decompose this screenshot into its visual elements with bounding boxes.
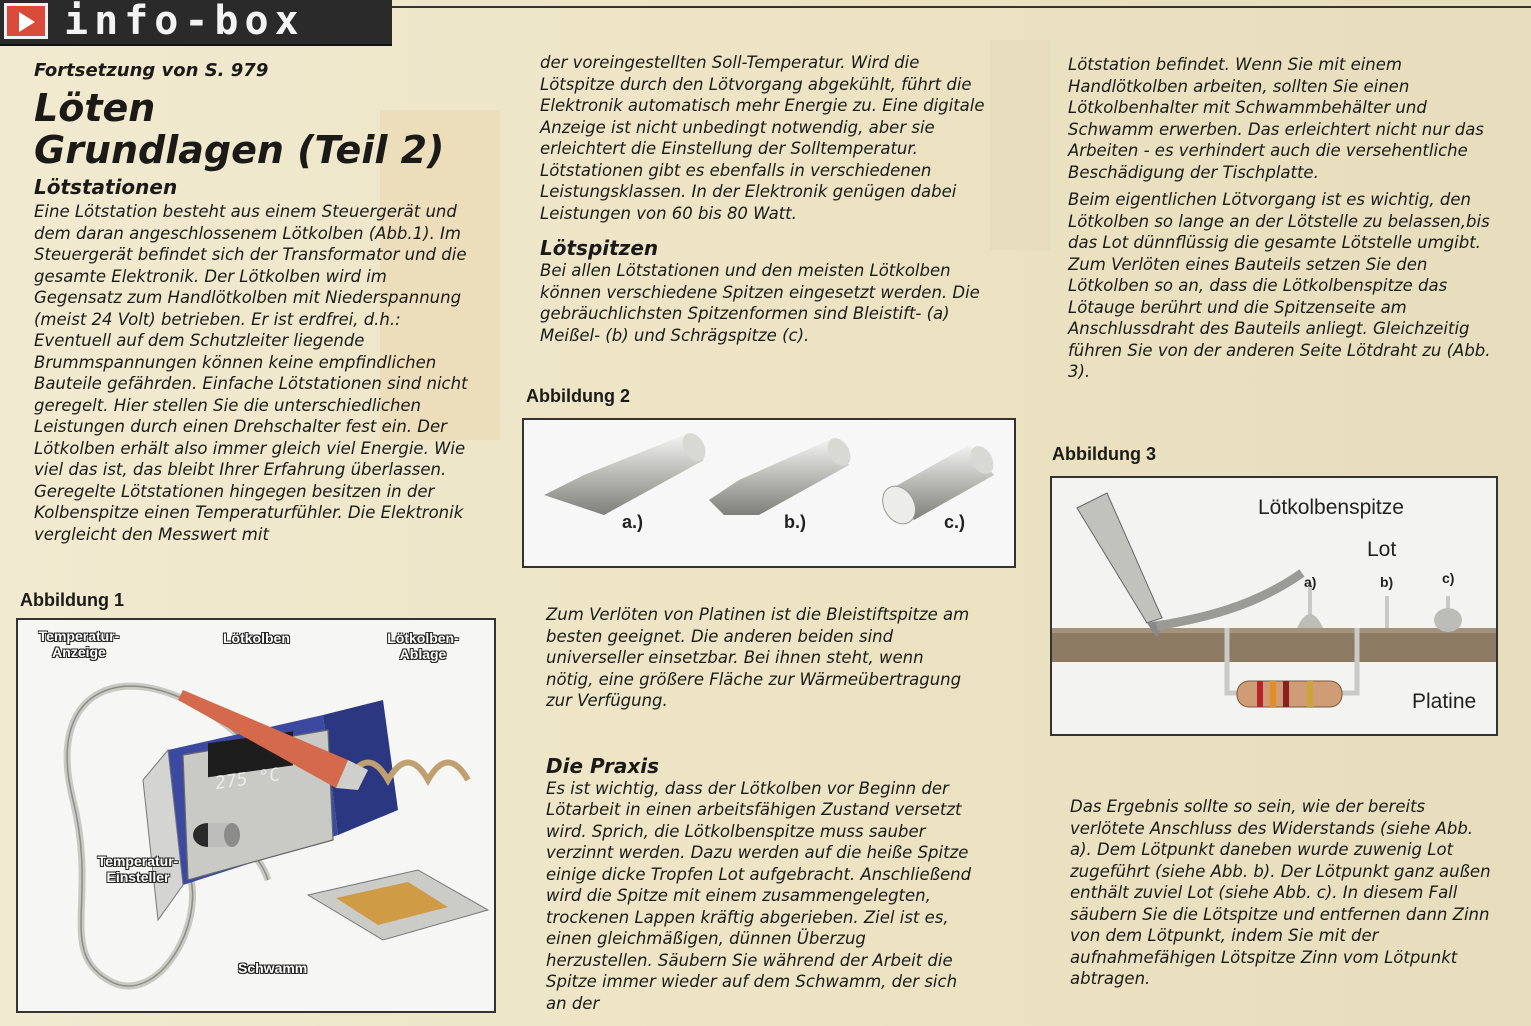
label-iron: Lötkolben (223, 630, 290, 646)
soldering-station-illustration (18, 620, 496, 1013)
label-holder: Lötkolben-Ablage (387, 630, 459, 662)
tip-pencil-icon (544, 429, 710, 515)
section-heading-loetstationen: Lötstationen (34, 175, 178, 199)
column-3-lower (1070, 796, 1500, 990)
article-title-line2: Grundlagen (Teil 2) (34, 128, 445, 172)
info-box-title: info-box (64, 0, 305, 44)
article-title-line1: Löten (34, 86, 156, 130)
tip-label-b: b.) (784, 512, 806, 532)
continuation-note: Fortsetzung von S. 979 (34, 60, 269, 81)
section-heading-praxis: Die Praxis (546, 753, 660, 778)
info-box-header (0, 0, 392, 46)
column-2-lower (546, 604, 976, 1014)
figure-1-caption: Abbildung 1 (20, 590, 124, 610)
label-temp-knob: Temperatur-Einsteller (97, 853, 179, 885)
figure-2-caption: Abbildung 2 (526, 386, 630, 406)
section-text-loetspitzen: Bei allen Lötstationen und den meisten Lötkolben können verschiedene Spitzen eingesetzt werden. Die gebräuchlichsten Spitzenformen sind Bleistift- (a) Meißel- (b) und Schrägspitze (c). (540, 261, 980, 345)
label-joint-c: c) (1442, 570, 1455, 586)
label-solder: Lot (1367, 538, 1397, 561)
label-joint-b: b) (1380, 574, 1394, 590)
column-2 (540, 52, 990, 346)
label-temp-display: Temperatur-Anzeige (38, 628, 120, 660)
play-arrow-icon (4, 3, 48, 39)
section-heading-loetspitzen: Lötspitzen (540, 236, 659, 260)
figure-3-caption: Abbildung 3 (1052, 444, 1156, 464)
figure-1 (16, 618, 496, 1013)
col2-top-text: der voreingestellten Soll-Temperatur. Wird die Lötspitze durch den Lötvorgang abgekühlt, führt die Elektronik automatisch mehr Energie zu. Eine digitale Anzeige ist nicht unbedingt notwendig, aber sie erleichtert die Einstellung der Solltemperatur. Lötstationen gibt es ebenfalls in verschiedenen Leistungsklassen. In der Elektronik genügen dabei Leistungen von 60 bis 80 Watt. (540, 53, 985, 223)
column-3 (1068, 54, 1498, 383)
col3-bottom-text: Das Ergebnis sollte so sein, wie der bereits verlötete Anschluss des Widerstands (siehe Abb. a). Dem Lötpunkt daneben wurde zuwenig Lot zugeführt (siehe Abb. b). Der Lötpunkt ganz außen enthält zuviel Lot (siehe Abb. c). In diesem Fall säubern Sie die Lötspitze und entfernen dann Zinn von dem Lötpunkt, indem Sie mit der aufnahmefähigen Lötspitze Zinn vom Lötpunkt abtragen. (1070, 797, 1491, 988)
label-board: Platine (1412, 690, 1477, 713)
tip-bevel-icon (876, 442, 998, 530)
section-text-loetstationen: Eine Lötstation besteht aus einem Steuergerät und dem daran angeschlossenem Lötkolben (Abb.1). Im Steuergerät befindet sich der Transformator und die gesamte Elektronik. Der Lötkolben wird im Gegensatz zum Handlötkolben mit Niederspannung (meist 24 Volt) betrieben. Er ist erdfrei, d.h.: Eventuell auf dem Schutzleiter liegende Brummspannungen können keine empfindlichen Bauteile gefährden. Einfache Lötstationen sind nicht geregelt. Hier stellen Sie die unterschiedlichen Leistungen durch einen Drehschalter fest ein. Der Lötkolben erhält also immer gleich viel Energie. Wie viel das ist, das bleibt Ihrer Erfahrung überlassen. Geregelte Lötstationen hingegen besitzen in der Kolbenspitze einen Temperaturfühler. Die Elektronik vergleicht den Messwert mit (34, 202, 468, 544)
header-rule (392, 6, 1531, 8)
display-readout: 275 °C (215, 764, 280, 795)
column-1 (34, 60, 474, 545)
label-joint-a: a) (1304, 574, 1317, 590)
figure-2 (522, 418, 1016, 568)
label-tip: Lötkolbenspitze (1258, 496, 1404, 519)
tip-label-a: a.) (622, 512, 644, 532)
figure-3 (1050, 476, 1498, 736)
tip-chisel-icon (709, 434, 855, 515)
section-text-praxis: Es ist wichtig, dass der Lötkolben vor Beginn der Lötarbeit in einen arbeitsfähigen Zustand versetzt wird. Sprich, die Lötkolbenspitze muss sauber verzinnt werden. Dazu werden auf die heiße Spitze einige dicke Tropfen Lot aufgebracht. Anschließend wird die Spitze mit einem zusammengelegten, trockenen Lappen kräftig abgerieben. Ziel ist es, einen gleichmäßigen, dünnen Überzug herzustellen. Säubern Sie während der Arbeit die Spitze immer wieder auf dem Schwamm, der sich an der (546, 778, 972, 1013)
label-sponge: Schwamm (238, 960, 308, 976)
col3-top-text-2: Beim eigentlichen Lötvorgang ist es wichtig, den Lötkolben so lange an der Lötstelle zu belassen,bis das Lot dünnflüssig die gesamte Lötstelle umgibt. Zum Verlöten eines Bauteils setzen Sie den Lötkolben so an, dass die Lötkolbenspitze das Lötauge berührt und die Spitzenseite am Anschlussdraht des Bauteils anliegt. Gleichzeitig führen Sie von der anderen Seite Lötdraht zu (Abb. 3). (1068, 190, 1491, 381)
solder-tips-illustration (524, 420, 1016, 568)
col3-top-text-1: Lötstation befindet. Wenn Sie mit einem Handlötkolben arbeiten, sollten Sie einen Lötkolbenhalter mit Schwammbehälter und Schwamm erwerben. Das erleichtert nicht nur das Arbeiten - es verhindert auch die versehentliche Beschädigung der Tischplatte. (1068, 55, 1484, 182)
tip-label-c: c.) (944, 512, 966, 532)
print-bleed-shape (990, 40, 1050, 250)
col2-mid-text: Zum Verlöten von Platinen ist die Bleistiftspitze am besten geeignet. Die anderen beiden sind universeller einsetzbar. Bei ihnen steht, wenn nötig, eine größere Fläche zur Wärmeübertragung zur Verfügung. (546, 605, 970, 710)
